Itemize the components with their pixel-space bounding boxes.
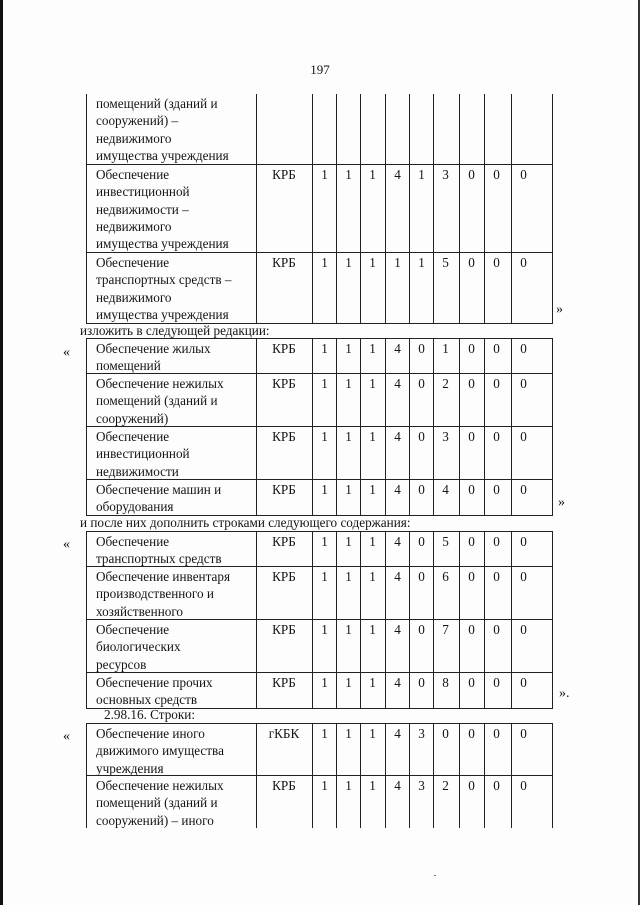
description-line: помещений (зданий и: [96, 393, 218, 409]
digit-cell: 0: [520, 255, 527, 270]
digit-cell: 1: [394, 255, 401, 270]
description-line: имущества учреждения: [96, 147, 229, 163]
row-code: КРБ: [272, 569, 296, 584]
digit-cell: 1: [418, 255, 425, 270]
column-rule: [552, 532, 553, 567]
close-quote-1: »: [556, 302, 563, 317]
digit-cell: 1: [345, 675, 352, 690]
description-line: транспортных средств: [96, 551, 222, 567]
digit-cell: 1: [369, 482, 376, 497]
description-line: хозяйственного: [96, 603, 184, 619]
digit-cell: 4: [394, 376, 401, 391]
description-line: сооружений) –: [96, 113, 179, 129]
digit-cell: 1: [321, 376, 328, 391]
description-line: недвижимости –: [96, 201, 189, 217]
description-line: транспортных средств –: [96, 272, 232, 288]
digit-cell: 1: [345, 622, 352, 637]
digit-cell: 0: [468, 376, 475, 391]
column-rule: [86, 374, 87, 427]
digit-cell: 1: [345, 429, 352, 444]
page-number: 197: [310, 62, 330, 77]
description-line: производственного и: [96, 586, 214, 602]
digit-cell: 0: [468, 622, 475, 637]
description-line: оборудования: [96, 499, 174, 515]
digit-cell: 4: [394, 622, 401, 637]
digit-cell: 3: [442, 429, 449, 444]
digit-cell: 0: [493, 534, 500, 549]
column-rule: [86, 94, 87, 164]
open-quote-4: «: [63, 729, 70, 744]
table-4: [86, 723, 553, 827]
description-line: Обеспечение прочих: [96, 675, 213, 690]
description-line: движимого имущества: [96, 743, 224, 759]
digit-cell: 0: [520, 675, 527, 690]
row-code: КРБ: [272, 534, 296, 549]
digit-cell: 1: [369, 341, 376, 356]
table-row: [86, 775, 553, 828]
digit-cell: 1: [418, 167, 425, 182]
column-rule: [552, 427, 553, 480]
row-code: гКБК: [268, 726, 300, 741]
digit-cell: 1: [369, 778, 376, 793]
digit-cell: 0: [418, 534, 425, 549]
scan-speck: [434, 875, 436, 876]
row-description: [96, 481, 258, 516]
description-line: инвестиционной: [96, 184, 190, 200]
digit-cell: 1: [345, 726, 352, 741]
section-text: 2.98.16. Строки:: [104, 707, 196, 722]
digit-cell: 4: [394, 482, 401, 497]
digit-cell: 8: [442, 675, 449, 690]
column-rule: [552, 620, 553, 673]
digit-cell: 4: [394, 675, 401, 690]
digit-cell: 0: [520, 534, 527, 549]
digit-cell: 0: [418, 341, 425, 356]
description-line: Обеспечение нежилых: [96, 778, 224, 793]
digit-cell: 1: [321, 778, 328, 793]
digit-cell: 1: [345, 534, 352, 549]
digit-cell: 5: [442, 534, 449, 549]
table-row: [86, 164, 553, 253]
digit-cell: 0: [418, 675, 425, 690]
digit-cell: 0: [520, 778, 527, 793]
digit-cell: 4: [394, 534, 401, 549]
description-line: имущества учреждения: [96, 236, 229, 252]
digit-cell: 0: [468, 569, 475, 584]
row-description: [96, 428, 258, 480]
digit-cell: 0: [520, 341, 527, 356]
digit-cell: 0: [418, 376, 425, 391]
digit-cell: 4: [394, 167, 401, 182]
description-line: инвестиционной: [96, 446, 190, 462]
description-line: Обеспечение: [96, 534, 170, 549]
table-row: [86, 338, 553, 374]
digit-cell: 0: [468, 167, 475, 182]
column-rule: [86, 567, 87, 620]
table-row: [86, 723, 553, 776]
digit-cell: 1: [321, 255, 328, 270]
table-1: [86, 94, 553, 322]
digit-cell: 0: [418, 569, 425, 584]
scan-edge-left: [0, 0, 3, 905]
row-description: [96, 725, 258, 777]
row-code: КРБ: [272, 482, 296, 497]
table-row: [86, 479, 553, 516]
digit-cell: 4: [394, 429, 401, 444]
digit-cell: 0: [468, 726, 475, 741]
column-rule: [86, 339, 87, 374]
digit-cell: 1: [321, 675, 328, 690]
digit-cell: 0: [468, 255, 475, 270]
description-line: сооружений) – иного: [96, 812, 214, 828]
digit-cell: 1: [345, 255, 352, 270]
column-rule: [484, 94, 485, 164]
digit-cell: 0: [493, 569, 500, 584]
table-row: [86, 94, 553, 164]
description-line: ресурсов: [96, 656, 147, 672]
column-rule: [86, 253, 87, 323]
addition-text: и после них дополнить строками следующего содержания:: [80, 515, 411, 530]
digit-cell: 0: [468, 675, 475, 690]
digit-cell: 0: [493, 376, 500, 391]
digit-cell: 5: [442, 255, 449, 270]
digit-cell: 0: [493, 622, 500, 637]
digit-cell: 4: [394, 726, 401, 741]
digit-cell: 1: [345, 778, 352, 793]
description-line: помещений (зданий и: [96, 96, 218, 111]
column-rule: [552, 94, 553, 164]
description-line: биологических: [96, 639, 181, 655]
digit-cell: 4: [394, 569, 401, 584]
description-line: Обеспечение: [96, 255, 170, 270]
description-line: недвижимости: [96, 463, 179, 479]
column-rule: [552, 374, 553, 427]
column-rule: [552, 567, 553, 620]
digit-cell: 0: [418, 429, 425, 444]
digit-cell: 0: [493, 675, 500, 690]
row-code: КРБ: [272, 675, 296, 690]
description-line: учреждения: [96, 760, 164, 776]
digit-cell: 1: [369, 376, 376, 391]
digit-cell: 1: [321, 534, 328, 549]
digit-cell: 3: [418, 726, 425, 741]
row-description: [96, 621, 258, 673]
table-3: [86, 531, 553, 707]
column-rule: [312, 94, 313, 164]
column-rule: [86, 165, 87, 253]
column-rule: [86, 673, 87, 708]
digit-cell: 0: [493, 429, 500, 444]
digit-cell: 0: [468, 429, 475, 444]
column-rule: [552, 253, 553, 323]
table-row: [86, 566, 553, 620]
row-description: [96, 340, 258, 375]
column-rule: [385, 94, 386, 164]
digit-cell: 6: [442, 569, 449, 584]
digit-cell: 1: [321, 341, 328, 356]
digit-cell: 3: [442, 167, 449, 182]
digit-cell: 0: [520, 167, 527, 182]
description-line: недвижимого: [96, 130, 172, 146]
digit-cell: 1: [321, 482, 328, 497]
row-description: [96, 95, 258, 164]
column-rule: [552, 165, 553, 253]
column-rule: [552, 724, 553, 776]
digit-cell: 0: [520, 429, 527, 444]
digit-cell: 4: [394, 341, 401, 356]
description-line: Обеспечение машин и: [96, 482, 222, 497]
digit-cell: 0: [468, 778, 475, 793]
row-code: КРБ: [272, 376, 296, 391]
table-row: [86, 426, 553, 480]
column-rule: [86, 427, 87, 480]
close-quote-2: »: [558, 495, 565, 510]
column-rule: [86, 532, 87, 567]
digit-cell: 0: [418, 622, 425, 637]
digit-cell: 4: [394, 778, 401, 793]
column-rule: [409, 94, 410, 164]
column-rule: [86, 776, 87, 828]
digit-cell: 0: [493, 778, 500, 793]
digit-cell: 0: [493, 341, 500, 356]
row-code: КРБ: [272, 341, 296, 356]
column-rule: [86, 620, 87, 673]
table-row: [86, 252, 553, 324]
digit-cell: 1: [369, 429, 376, 444]
intro-text: изложить в следующей редакции:: [80, 323, 270, 338]
column-rule: [511, 94, 512, 164]
digit-cell: 0: [520, 622, 527, 637]
digit-cell: 1: [369, 675, 376, 690]
column-rule: [433, 94, 434, 164]
row-description: [96, 568, 258, 620]
digit-cell: 2: [442, 376, 449, 391]
digit-cell: 1: [442, 341, 449, 356]
digit-cell: 0: [493, 726, 500, 741]
column-rule: [459, 94, 460, 164]
digit-cell: 1: [321, 622, 328, 637]
row-description: [96, 375, 258, 427]
column-rule: [86, 724, 87, 776]
digit-cell: 1: [321, 569, 328, 584]
description-line: Обеспечение: [96, 167, 170, 182]
digit-cell: 1: [369, 255, 376, 270]
digit-cell: 4: [442, 482, 449, 497]
table-2: [86, 338, 553, 514]
digit-cell: 1: [369, 569, 376, 584]
description-line: Обеспечение жилых: [96, 341, 211, 356]
row-description: [96, 674, 258, 709]
digit-cell: 0: [520, 376, 527, 391]
description-line: сооружений): [96, 410, 169, 426]
column-rule: [336, 94, 337, 164]
column-rule: [552, 776, 553, 828]
row-code: КРБ: [272, 167, 296, 182]
description-line: Обеспечение: [96, 622, 170, 637]
table-row: [86, 672, 553, 709]
row-description: [96, 166, 258, 252]
description-line: помещений: [96, 358, 161, 374]
digit-cell: 1: [369, 622, 376, 637]
description-line: основных средств: [96, 692, 198, 708]
digit-cell: 1: [345, 482, 352, 497]
digit-cell: 1: [345, 341, 352, 356]
digit-cell: 7: [442, 622, 449, 637]
description-line: имущества учреждения: [96, 306, 229, 322]
description-line: недвижимого: [96, 218, 172, 234]
digit-cell: 0: [520, 569, 527, 584]
digit-cell: 0: [493, 167, 500, 182]
open-quote-2: «: [63, 345, 70, 360]
digit-cell: 1: [369, 534, 376, 549]
digit-cell: 0: [442, 726, 449, 741]
digit-cell: 2: [442, 778, 449, 793]
row-code: КРБ: [272, 255, 296, 270]
table-row: [86, 619, 553, 673]
digit-cell: 0: [520, 726, 527, 741]
digit-cell: 1: [321, 726, 328, 741]
row-code: КРБ: [272, 622, 296, 637]
description-line: недвижимого: [96, 289, 172, 305]
row-code: КРБ: [272, 778, 296, 793]
digit-cell: 1: [321, 429, 328, 444]
digit-cell: 1: [345, 376, 352, 391]
digit-cell: 0: [418, 482, 425, 497]
row-code: КРБ: [272, 429, 296, 444]
description-line: Обеспечение иного: [96, 726, 205, 741]
column-rule: [86, 480, 87, 515]
digit-cell: 1: [369, 167, 376, 182]
description-line: Обеспечение нежилых: [96, 376, 224, 391]
row-description: [96, 254, 258, 323]
close-quote-3: ».: [559, 686, 570, 701]
table-row: [86, 531, 553, 567]
digit-cell: 0: [493, 255, 500, 270]
row-description: [96, 533, 258, 568]
column-rule: [552, 480, 553, 515]
column-rule: [552, 339, 553, 374]
open-quote-3: «: [63, 537, 70, 552]
column-rule: [552, 673, 553, 708]
description-line: помещений (зданий и: [96, 795, 218, 811]
row-description: [96, 777, 258, 829]
digit-cell: 1: [345, 569, 352, 584]
digit-cell: 1: [321, 167, 328, 182]
digit-cell: 0: [493, 482, 500, 497]
digit-cell: 1: [345, 167, 352, 182]
digit-cell: 0: [468, 534, 475, 549]
digit-cell: 0: [468, 341, 475, 356]
digit-cell: 0: [520, 482, 527, 497]
description-line: Обеспечение инвентаря: [96, 569, 231, 584]
digit-cell: 3: [418, 778, 425, 793]
column-rule: [360, 94, 361, 164]
description-line: Обеспечение: [96, 429, 170, 444]
digit-cell: 0: [468, 482, 475, 497]
digit-cell: 1: [369, 726, 376, 741]
table-row: [86, 373, 553, 427]
